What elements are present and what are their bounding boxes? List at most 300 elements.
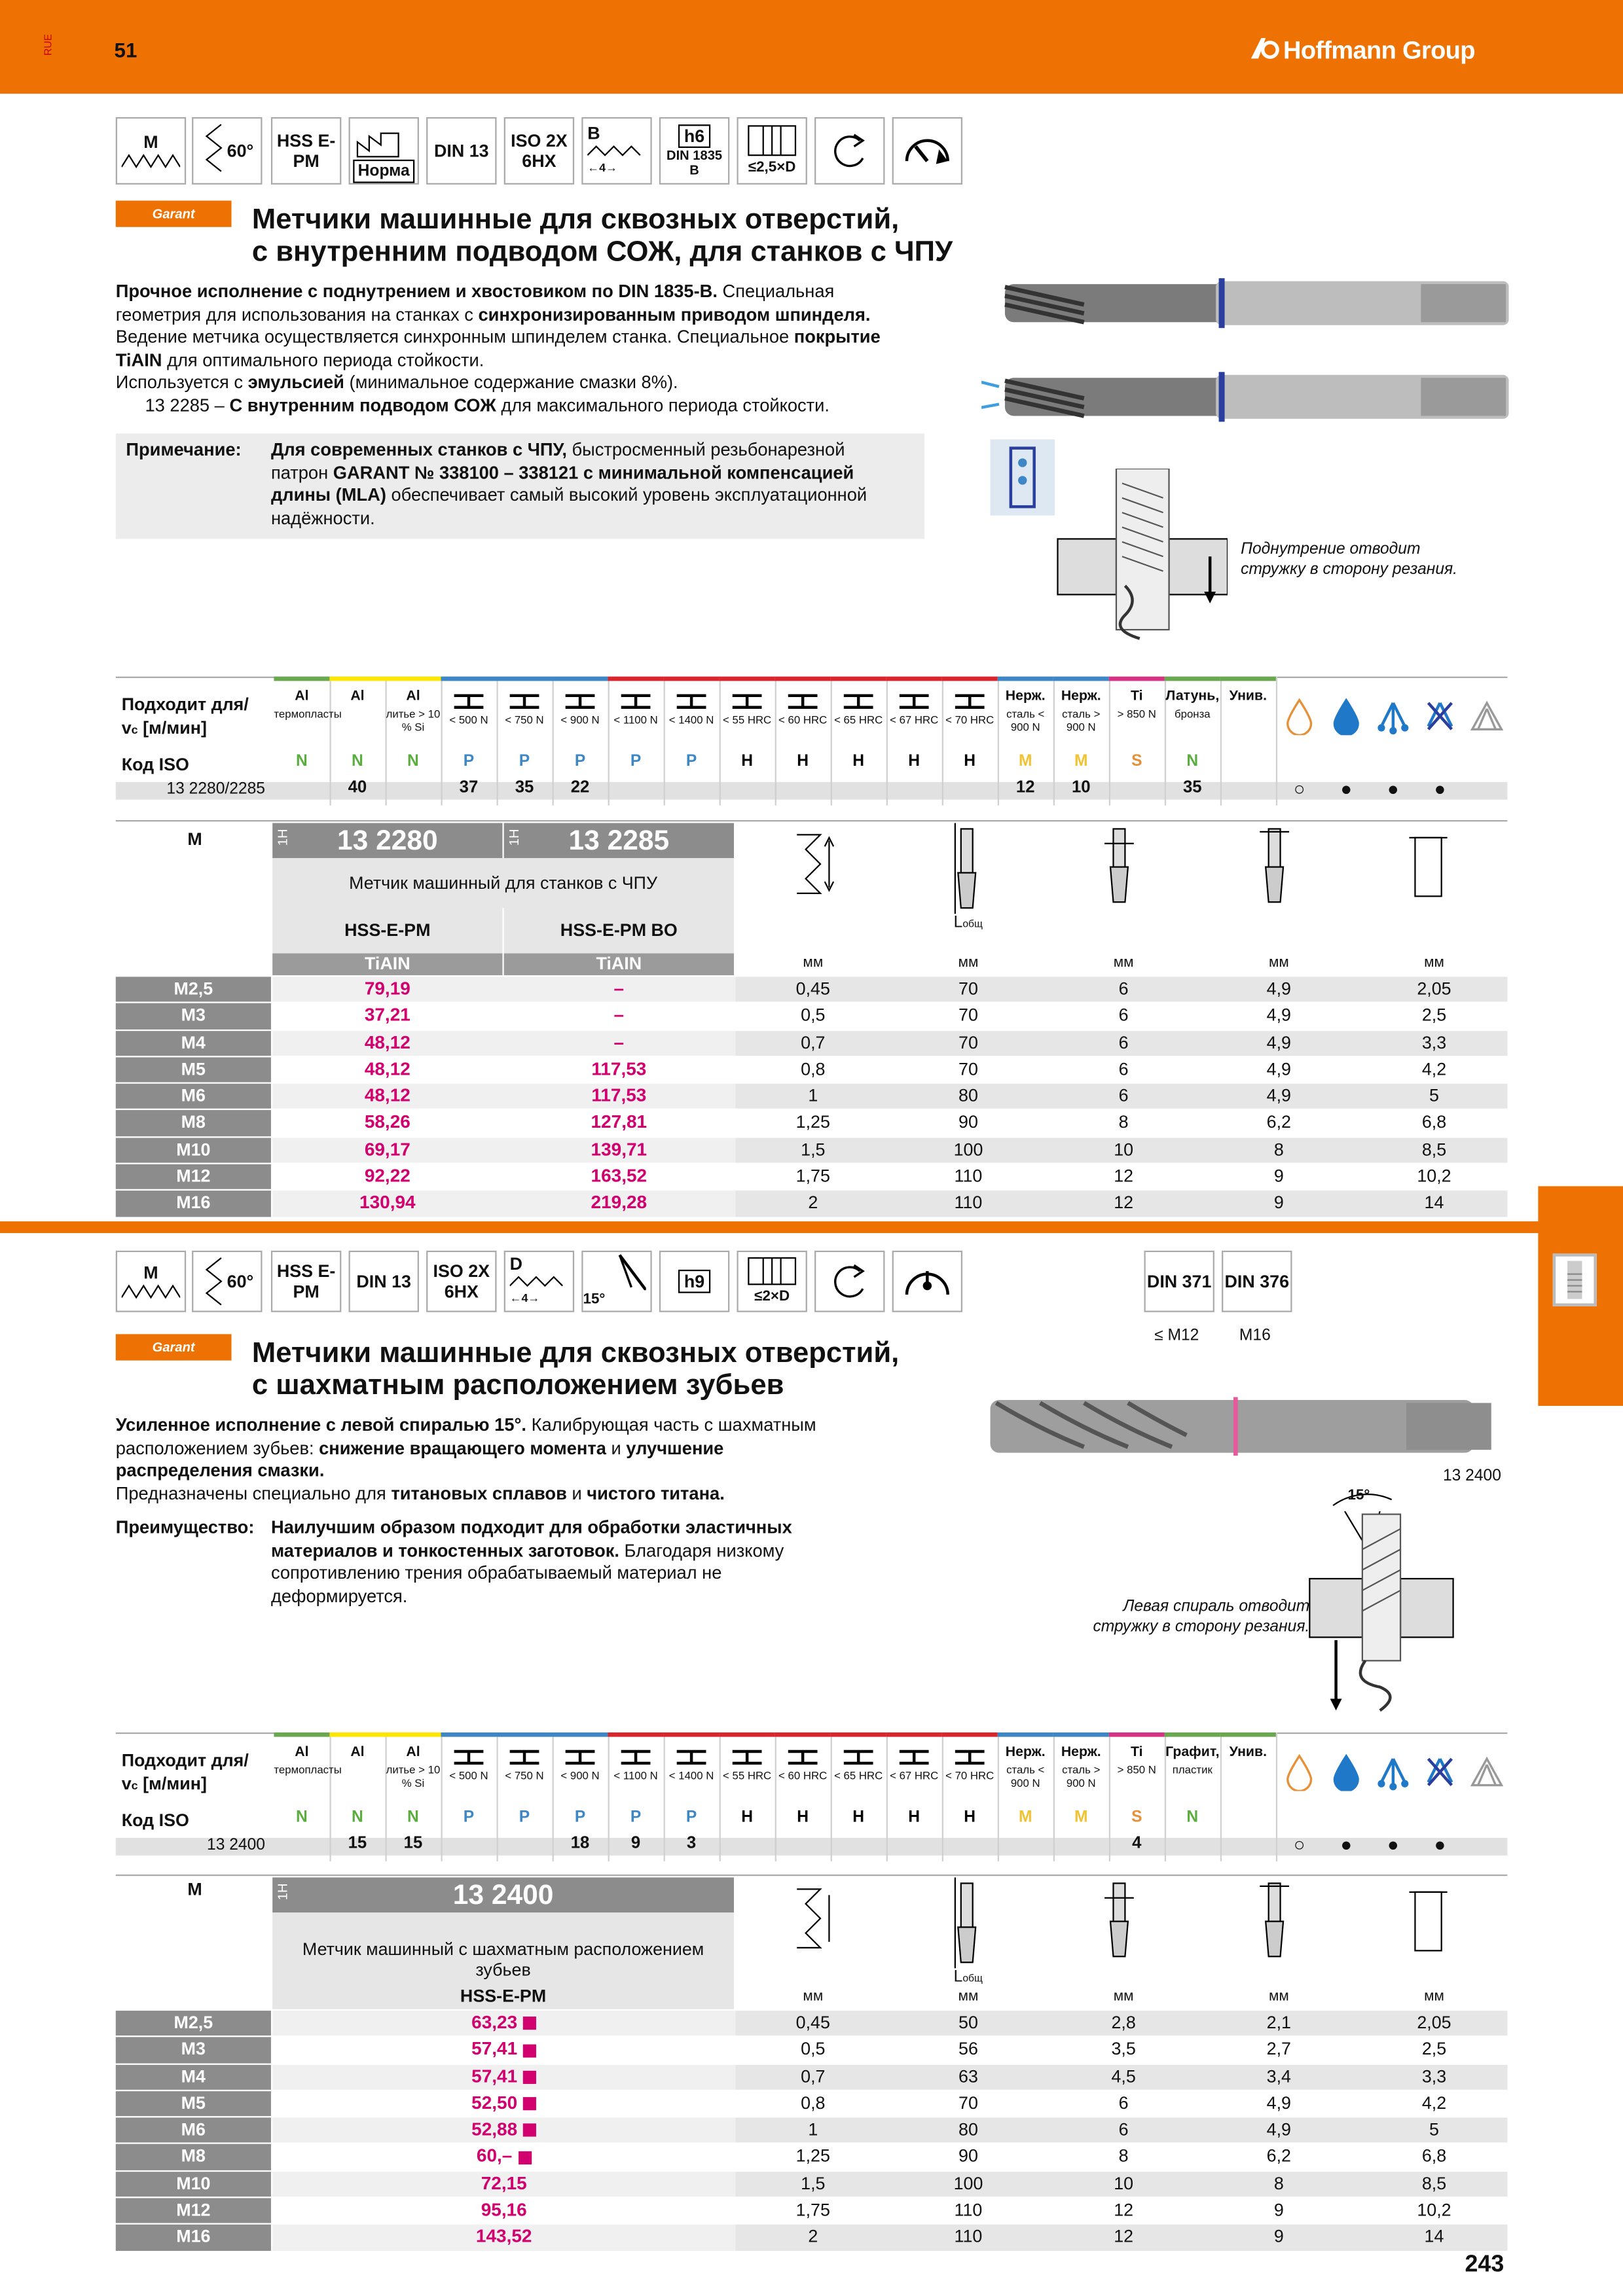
material-spec: < 55 HRC: [723, 713, 772, 726]
iso-code: P: [630, 1808, 642, 1827]
material-column: [441, 1732, 498, 1861]
material-spec: < 60 HRC: [778, 713, 828, 726]
dimension-value: 1,25: [795, 2146, 830, 2167]
material-spec: < 70 HRC: [945, 1768, 994, 1783]
material-color-bar: [831, 1732, 886, 1737]
cutting-speed-value: 12: [1015, 779, 1035, 797]
material-color-bar: [1053, 677, 1109, 681]
dimension-value: 0,45: [795, 2012, 830, 2033]
cutting-speed-value: 3: [686, 1835, 697, 1853]
table-row: [116, 1109, 1508, 1136]
coolant-column: [1370, 677, 1417, 806]
iso-code: S: [1131, 1808, 1142, 1827]
cutting-speed-value: 37: [459, 779, 479, 797]
material-name: Унив.: [1229, 1744, 1267, 1761]
iso-code: P: [519, 753, 530, 770]
iso-code: P: [574, 1808, 586, 1827]
overall-length-label-2: Lобщ: [953, 1968, 983, 1986]
square-size-icon: [1257, 823, 1292, 910]
dimension-value: 0,7: [801, 1031, 826, 1052]
dimension-value: 0,8: [801, 2092, 826, 2113]
price[interactable]: [272, 2091, 735, 2116]
price[interactable]: 130,94: [359, 1193, 416, 1213]
material-color-bar: [942, 677, 998, 681]
thread-angle-icon: 60°: [192, 117, 262, 185]
dimension-value: 12: [1114, 1166, 1134, 1187]
overall-length-label: Lобщ: [953, 914, 983, 932]
dimension-value: 4,9: [1266, 1005, 1292, 1026]
material-name: Al: [295, 688, 309, 705]
material-name: Al: [406, 1744, 420, 1761]
material-spec: < 67 HRC: [890, 713, 939, 726]
price-value: 143,52: [475, 2226, 532, 2248]
material-column: [1165, 1732, 1222, 1861]
dimension-value: 5: [1429, 1085, 1439, 1106]
price[interactable]: 92,22: [364, 1166, 410, 1187]
dimension-value: 110: [954, 1166, 983, 1187]
price[interactable]: 58,26: [364, 1112, 410, 1133]
tap-product-image: [981, 264, 1509, 440]
dimension-value: 14: [1424, 1193, 1444, 1213]
table-row: [116, 1056, 1508, 1083]
material-color-bar: [274, 677, 329, 681]
new-product-square-icon: [523, 2017, 536, 2030]
iso-code: N: [296, 1808, 308, 1827]
dimension-value: 1: [808, 1085, 818, 1106]
dimension-value: 4,9: [1266, 2119, 1292, 2140]
coolant-suitability: ●: [1434, 778, 1446, 800]
thread-size: M10: [116, 1138, 271, 1163]
dimension-value: 12: [1114, 1193, 1134, 1213]
coolant-column: [1276, 677, 1323, 806]
rotation-right-icon: [814, 117, 884, 185]
iso-code: P: [685, 753, 697, 770]
shank-diameter-icon: [1102, 823, 1137, 910]
cutting-speed-value: 40: [348, 779, 367, 797]
dimension-value: 0,8: [801, 1058, 826, 1079]
material-column: [720, 1732, 776, 1861]
material-color-bar: [608, 677, 664, 681]
price[interactable]: [272, 2011, 735, 2036]
material-spec: < 500 N: [449, 713, 488, 726]
price[interactable]: –: [613, 1005, 625, 1026]
material-color-bar: [329, 1732, 385, 1737]
dimension-value: 0,45: [795, 978, 830, 999]
dimension-value: 6: [1118, 2119, 1129, 2140]
material-color-bar: [1165, 677, 1220, 681]
table-row: [116, 2170, 1508, 2197]
table-row: [116, 975, 1508, 1002]
steel-beam-icon: [674, 692, 709, 710]
material-name: Графит,: [1165, 1744, 1220, 1761]
material-color-bar: [775, 677, 831, 681]
dimension-value: 9: [1273, 1193, 1284, 1213]
dimension-value: 4,9: [1266, 2092, 1292, 2113]
chip-flow-caption: Поднутрение отводит стружку в сторону резания.: [1241, 540, 1457, 579]
dimension-value: 6: [1118, 1005, 1129, 1026]
cutting-speed-value: 15: [348, 1835, 367, 1853]
material-spec: < 65 HRC: [834, 1768, 883, 1783]
unit-label: мм: [1113, 954, 1134, 971]
price-value: 63,23: [471, 2012, 518, 2033]
material-spec: сталь < 900 N: [1006, 707, 1045, 734]
material-column: [1220, 677, 1277, 806]
material-name: Унив.: [1229, 688, 1267, 705]
dimension-value: 2,5: [1421, 1005, 1447, 1026]
material-column: [608, 677, 665, 806]
dimension-value: 4,9: [1266, 1058, 1292, 1079]
price[interactable]: –: [613, 978, 625, 999]
material-color-bar: [942, 1732, 998, 1737]
iso-code: M: [1018, 1808, 1032, 1827]
material-name: Ti: [1131, 1744, 1143, 1761]
new-product-square-icon: [523, 2043, 536, 2056]
material-column: [1109, 677, 1166, 806]
price[interactable]: –: [613, 1031, 625, 1052]
dimension-value: 6,2: [1266, 2146, 1292, 2167]
iso-code: H: [852, 1808, 865, 1827]
hoffmann-logo-icon: [1248, 35, 1280, 62]
dimension-value: 90: [958, 2146, 978, 2167]
section2-title: Метчики машинные для сквозных отверстий, с шахматным расположением зубьев: [251, 1336, 900, 1402]
thread-size: M8: [116, 1111, 271, 1136]
price[interactable]: [272, 2118, 735, 2143]
unit-label: мм: [1268, 954, 1289, 971]
price[interactable]: 139,71: [591, 1139, 647, 1160]
suits-label: Подходит для/ vc [м/мин]: [121, 694, 249, 738]
dimension-value: 0,7: [801, 2066, 826, 2087]
material-column: [329, 677, 386, 806]
dimension-value: 6: [1118, 1085, 1129, 1106]
iso-code: N: [1186, 1808, 1199, 1827]
new-product-square-icon: [518, 2151, 531, 2164]
table-row: [116, 1136, 1508, 1163]
coolant-suitability: ●: [1387, 778, 1399, 800]
table-row: [116, 2063, 1508, 2090]
thread-size: M8: [116, 2145, 271, 2170]
thread-pitch-icon: [776, 829, 850, 916]
material-name: Ti: [1131, 688, 1143, 705]
iso-code-label: Код ISO: [121, 754, 189, 775]
material-color-bar: [553, 1732, 608, 1737]
thread-size: M16: [116, 1191, 271, 1217]
coolant-column: [1370, 1732, 1417, 1861]
steel-beam-icon: [785, 1749, 820, 1767]
material-spec: сталь > 900 N: [1062, 707, 1101, 734]
price[interactable]: 117,53: [591, 1085, 647, 1106]
overall-length-icon-2: [949, 1877, 985, 1974]
vc-row-label-2: 13 2400: [207, 1836, 265, 1854]
brand-logo-text: Hoffmann Group: [1283, 36, 1475, 65]
steel-beam-icon: [507, 692, 542, 710]
material-name: Al: [406, 688, 420, 705]
dimension-value: 8: [1118, 1112, 1129, 1133]
din13-icon-2: DIN 13: [349, 1251, 419, 1312]
material-color-bar: [1220, 1732, 1276, 1737]
material-color-bar: [664, 677, 720, 681]
garant-logo: Garant: [116, 201, 232, 227]
units-row: [116, 1989, 1508, 2009]
dimension-value: 80: [958, 1085, 978, 1106]
thread-size: M3: [116, 1003, 271, 1029]
dimension-value: 2,1: [1266, 2012, 1292, 2033]
price[interactable]: 48,12: [364, 1058, 410, 1079]
material-column: [274, 677, 342, 806]
steel-beam-icon: [952, 692, 987, 710]
material-name: Нерж.: [1061, 1744, 1101, 1761]
material-column: [831, 1732, 888, 1861]
price[interactable]: [272, 2064, 735, 2089]
cutting-speed-value: 35: [1182, 779, 1202, 797]
cutting-speed-value: 18: [570, 1835, 590, 1853]
dimension-value: 5: [1429, 2119, 1439, 2140]
coating-2: TiAIN: [504, 954, 734, 976]
dimension-value: 70: [958, 2092, 978, 2113]
dimension-value: 8,5: [1421, 2172, 1447, 2194]
steel-beam-icon: [562, 1749, 598, 1767]
table-row: [116, 2117, 1508, 2144]
dimension-value: 3,3: [1421, 1031, 1447, 1052]
dimension-value: 10,2: [1417, 2199, 1451, 2221]
coolant-suitability: ○: [1293, 778, 1305, 800]
vc-row-label: 13 2280/2285: [166, 780, 265, 798]
price[interactable]: 69,17: [364, 1139, 410, 1160]
material-spec: < 1100 N: [613, 1768, 658, 1783]
dimension-value: 50: [958, 2012, 978, 2033]
iso-code-label-2: Код ISO: [121, 1810, 189, 1831]
material-column: [497, 677, 554, 806]
material-column: [497, 1732, 554, 1861]
price[interactable]: 37,21: [364, 1005, 410, 1026]
price[interactable]: [272, 2225, 735, 2250]
material-column: [553, 1732, 610, 1861]
dimension-value: 6: [1118, 1058, 1129, 1079]
material-column: [1053, 1732, 1110, 1861]
iso-code: H: [964, 753, 976, 770]
table-row: [116, 1002, 1508, 1029]
price[interactable]: 127,81: [591, 1112, 647, 1133]
thread-size: M5: [116, 2091, 271, 2117]
material-spec: < 500 N: [449, 1768, 488, 1783]
dimension-value: 6: [1118, 1031, 1129, 1052]
coolant-column: [1463, 677, 1510, 806]
iso-code: P: [574, 753, 586, 770]
material-color-bar: [385, 677, 441, 681]
steel-beam-icon: [451, 692, 486, 710]
section-divider: [0, 1221, 1623, 1233]
thread-size: M3: [116, 2037, 271, 2063]
dimension-value: 6,8: [1421, 1112, 1447, 1133]
dimension-value: 110: [954, 1193, 983, 1213]
price-value: 57,41: [471, 2039, 518, 2060]
thread-size: M4: [116, 1030, 271, 1056]
coolant-suitability: ●: [1340, 1833, 1353, 1856]
dimension-value: 2: [808, 1193, 818, 1213]
dimension-value: 0,5: [801, 1005, 826, 1026]
material-spec: < 1400 N: [668, 713, 714, 726]
cutting-speed-value: 10: [1071, 779, 1091, 797]
price-value: 57,41: [471, 2066, 518, 2087]
iso-code: P: [685, 1808, 697, 1827]
dimension-value: 70: [958, 1058, 978, 1079]
material-color-bar: [998, 1732, 1053, 1737]
code-header-13-2280: 1H 13 2280: [272, 823, 502, 858]
iso-code: P: [630, 753, 642, 770]
material-column: [831, 677, 888, 806]
chip-flow-diagram: [1052, 469, 1228, 645]
language-tag: RUE: [44, 33, 54, 56]
iso-code: M: [1018, 753, 1032, 770]
material-spec: пластик: [1172, 1763, 1213, 1777]
price[interactable]: 48,12: [364, 1085, 410, 1106]
steel-beam-icon: [785, 692, 820, 710]
iso-code: M: [1074, 753, 1088, 770]
material-column: [1220, 1732, 1277, 1861]
material-column: [664, 677, 721, 806]
new-product-square-icon: [523, 2070, 536, 2083]
dimension-value: 110: [954, 2199, 983, 2221]
material-spec: сталь > 900 N: [1062, 1763, 1101, 1790]
coolant-column: [1322, 1732, 1370, 1861]
dimension-value: 100: [953, 2172, 983, 2194]
page-number-top: 51: [114, 38, 137, 62]
price[interactable]: 219,28: [591, 1193, 647, 1213]
material-color-bar: [886, 677, 942, 681]
tap-product-image-2: [981, 1382, 1509, 1470]
core-drill-icon-2: [1406, 1877, 1450, 1965]
dimension-value: 1,5: [801, 1139, 826, 1160]
cutting-speed-value: 9: [630, 1835, 641, 1853]
coolant-channel-icon: [991, 439, 1055, 515]
dimension-value: 1,75: [795, 1166, 830, 1187]
material-color-bar: [831, 677, 886, 681]
unit-label: мм: [1424, 1988, 1444, 2005]
dimension-value: 9: [1273, 2199, 1284, 2221]
shank-tolerance-icon-2: h9: [659, 1251, 729, 1312]
material-color-bar: [1109, 1732, 1165, 1737]
advantage-text: Наилучшим образом подходит для обработки эластичных материалов и тонкостенных заготовок. Благодаря низкому сопротивлению трения обрабатываемый материал не деформируется.: [270, 1517, 792, 1606]
price[interactable]: [272, 2198, 735, 2223]
material-color-bar: [441, 1732, 496, 1737]
material-color-bar: [886, 1732, 942, 1737]
price[interactable]: 48,12: [364, 1031, 410, 1052]
material-color-bar: [1220, 677, 1276, 681]
advantage-label: Преимущество:: [115, 1517, 255, 1538]
dimension-value: 14: [1424, 2226, 1444, 2248]
core-drill-icon: [1406, 823, 1450, 910]
dimension-value: 3,3: [1421, 2066, 1447, 2087]
steel-beam-icon: [618, 1749, 653, 1767]
material-column: [886, 1732, 943, 1861]
material-name: Латунь,: [1165, 688, 1220, 705]
price-value: 52,50: [471, 2092, 518, 2113]
product-description: Метчик машинный для станков с ЧПУ: [349, 872, 658, 893]
material-spec: < 750 N: [505, 1768, 544, 1783]
unit-label: мм: [1424, 954, 1444, 971]
material-column: [441, 677, 498, 806]
dimension-value: 1,75: [795, 2199, 830, 2221]
material-spec: < 55 HRC: [723, 1768, 772, 1783]
thread-angle-icon-2: 60°: [192, 1251, 262, 1312]
material-suitability-table-1: [116, 677, 1508, 806]
iso-code: H: [797, 1808, 809, 1827]
din371-icon: DIN 371: [1144, 1251, 1214, 1312]
dimension-value: 8: [1118, 2146, 1129, 2167]
no-coolant-icon: [1423, 697, 1458, 735]
code-header-13-2400: 1H 13 2400: [272, 1877, 734, 1912]
price[interactable]: 79,19: [364, 978, 410, 999]
dimension-value: 4,2: [1421, 2092, 1447, 2113]
material-column: [886, 677, 943, 806]
thread-size: M12: [116, 1164, 271, 1190]
price[interactable]: 163,52: [591, 1166, 647, 1187]
page-number-bottom: 243: [1465, 2252, 1504, 2278]
price[interactable]: 117,53: [591, 1058, 647, 1079]
dimension-value: 56: [958, 2039, 978, 2060]
chamfer-form-icon: B ←4→: [581, 117, 651, 185]
suits-label-2: Подходит для/ vc [м/мин]: [121, 1749, 249, 1793]
dimension-value: 90: [958, 1112, 978, 1133]
price[interactable]: [272, 2172, 735, 2197]
table-row: [116, 2036, 1508, 2063]
table-row: [116, 2197, 1508, 2223]
price[interactable]: [272, 2145, 735, 2170]
material-color-bar: [1053, 1732, 1109, 1737]
table-row: [116, 2223, 1508, 2250]
unit-label: мм: [1268, 1988, 1289, 2005]
price-value: 52,88: [471, 2119, 518, 2140]
thread-pitch-icon-2: [776, 1883, 850, 1971]
iso-code: H: [741, 753, 754, 770]
drop-oil-icon: [1282, 1753, 1317, 1791]
material-hss-icon-2: HSS E-PM: [271, 1251, 341, 1312]
steel-beam-icon: [841, 1749, 876, 1767]
dimension-value: 6,2: [1266, 1112, 1292, 1133]
dimension-value: 8: [1273, 1139, 1284, 1160]
dimension-value: 1,5: [801, 2172, 826, 2194]
rotation-right-icon-2: [814, 1251, 884, 1312]
material-spec: < 65 HRC: [834, 713, 883, 726]
price[interactable]: [272, 2037, 735, 2062]
steel-beam-icon: [841, 692, 876, 710]
depth-ratio-icon: ≤2,5×D: [737, 117, 807, 185]
material-color-bar: [608, 1732, 664, 1737]
iso-code: N: [352, 1808, 363, 1827]
thread-size: M2,5: [116, 977, 271, 1002]
spray-icon: [1376, 697, 1411, 735]
section2-description: Усиленное исполнение с левой спиралью 15°. Калибрующая часть с шахматным расположением зубьев: снижение вращающего момента и улучшение распределения смазки. Предназначены специально для титановых сплавов и чистого титана.: [115, 1414, 816, 1503]
dimension-value: 70: [958, 978, 978, 999]
cutting-speed-value: 35: [515, 779, 534, 797]
iso-code: N: [407, 753, 419, 770]
material-spec: литье > 10 % Si: [386, 1763, 441, 1790]
steel-beam-icon: [618, 692, 653, 710]
price-value: 72,15: [481, 2172, 527, 2194]
coolant-column: [1417, 1732, 1464, 1861]
cutting-speed-value: 22: [570, 779, 590, 797]
material-column: [664, 1732, 721, 1861]
thread-size: M16: [116, 2225, 271, 2251]
iso-code: S: [1131, 753, 1142, 770]
dimension-value: 8: [1273, 2172, 1284, 2194]
material-color-bar: [775, 1732, 831, 1737]
square-size-icon-2: [1257, 1877, 1292, 1965]
iso-code: P: [519, 1808, 530, 1827]
dry-icon: [1469, 697, 1504, 735]
din371-range: ≤ M12: [1154, 1327, 1199, 1345]
m-column-label-2: M: [187, 1878, 202, 1900]
dimension-value: 12: [1114, 2226, 1134, 2248]
